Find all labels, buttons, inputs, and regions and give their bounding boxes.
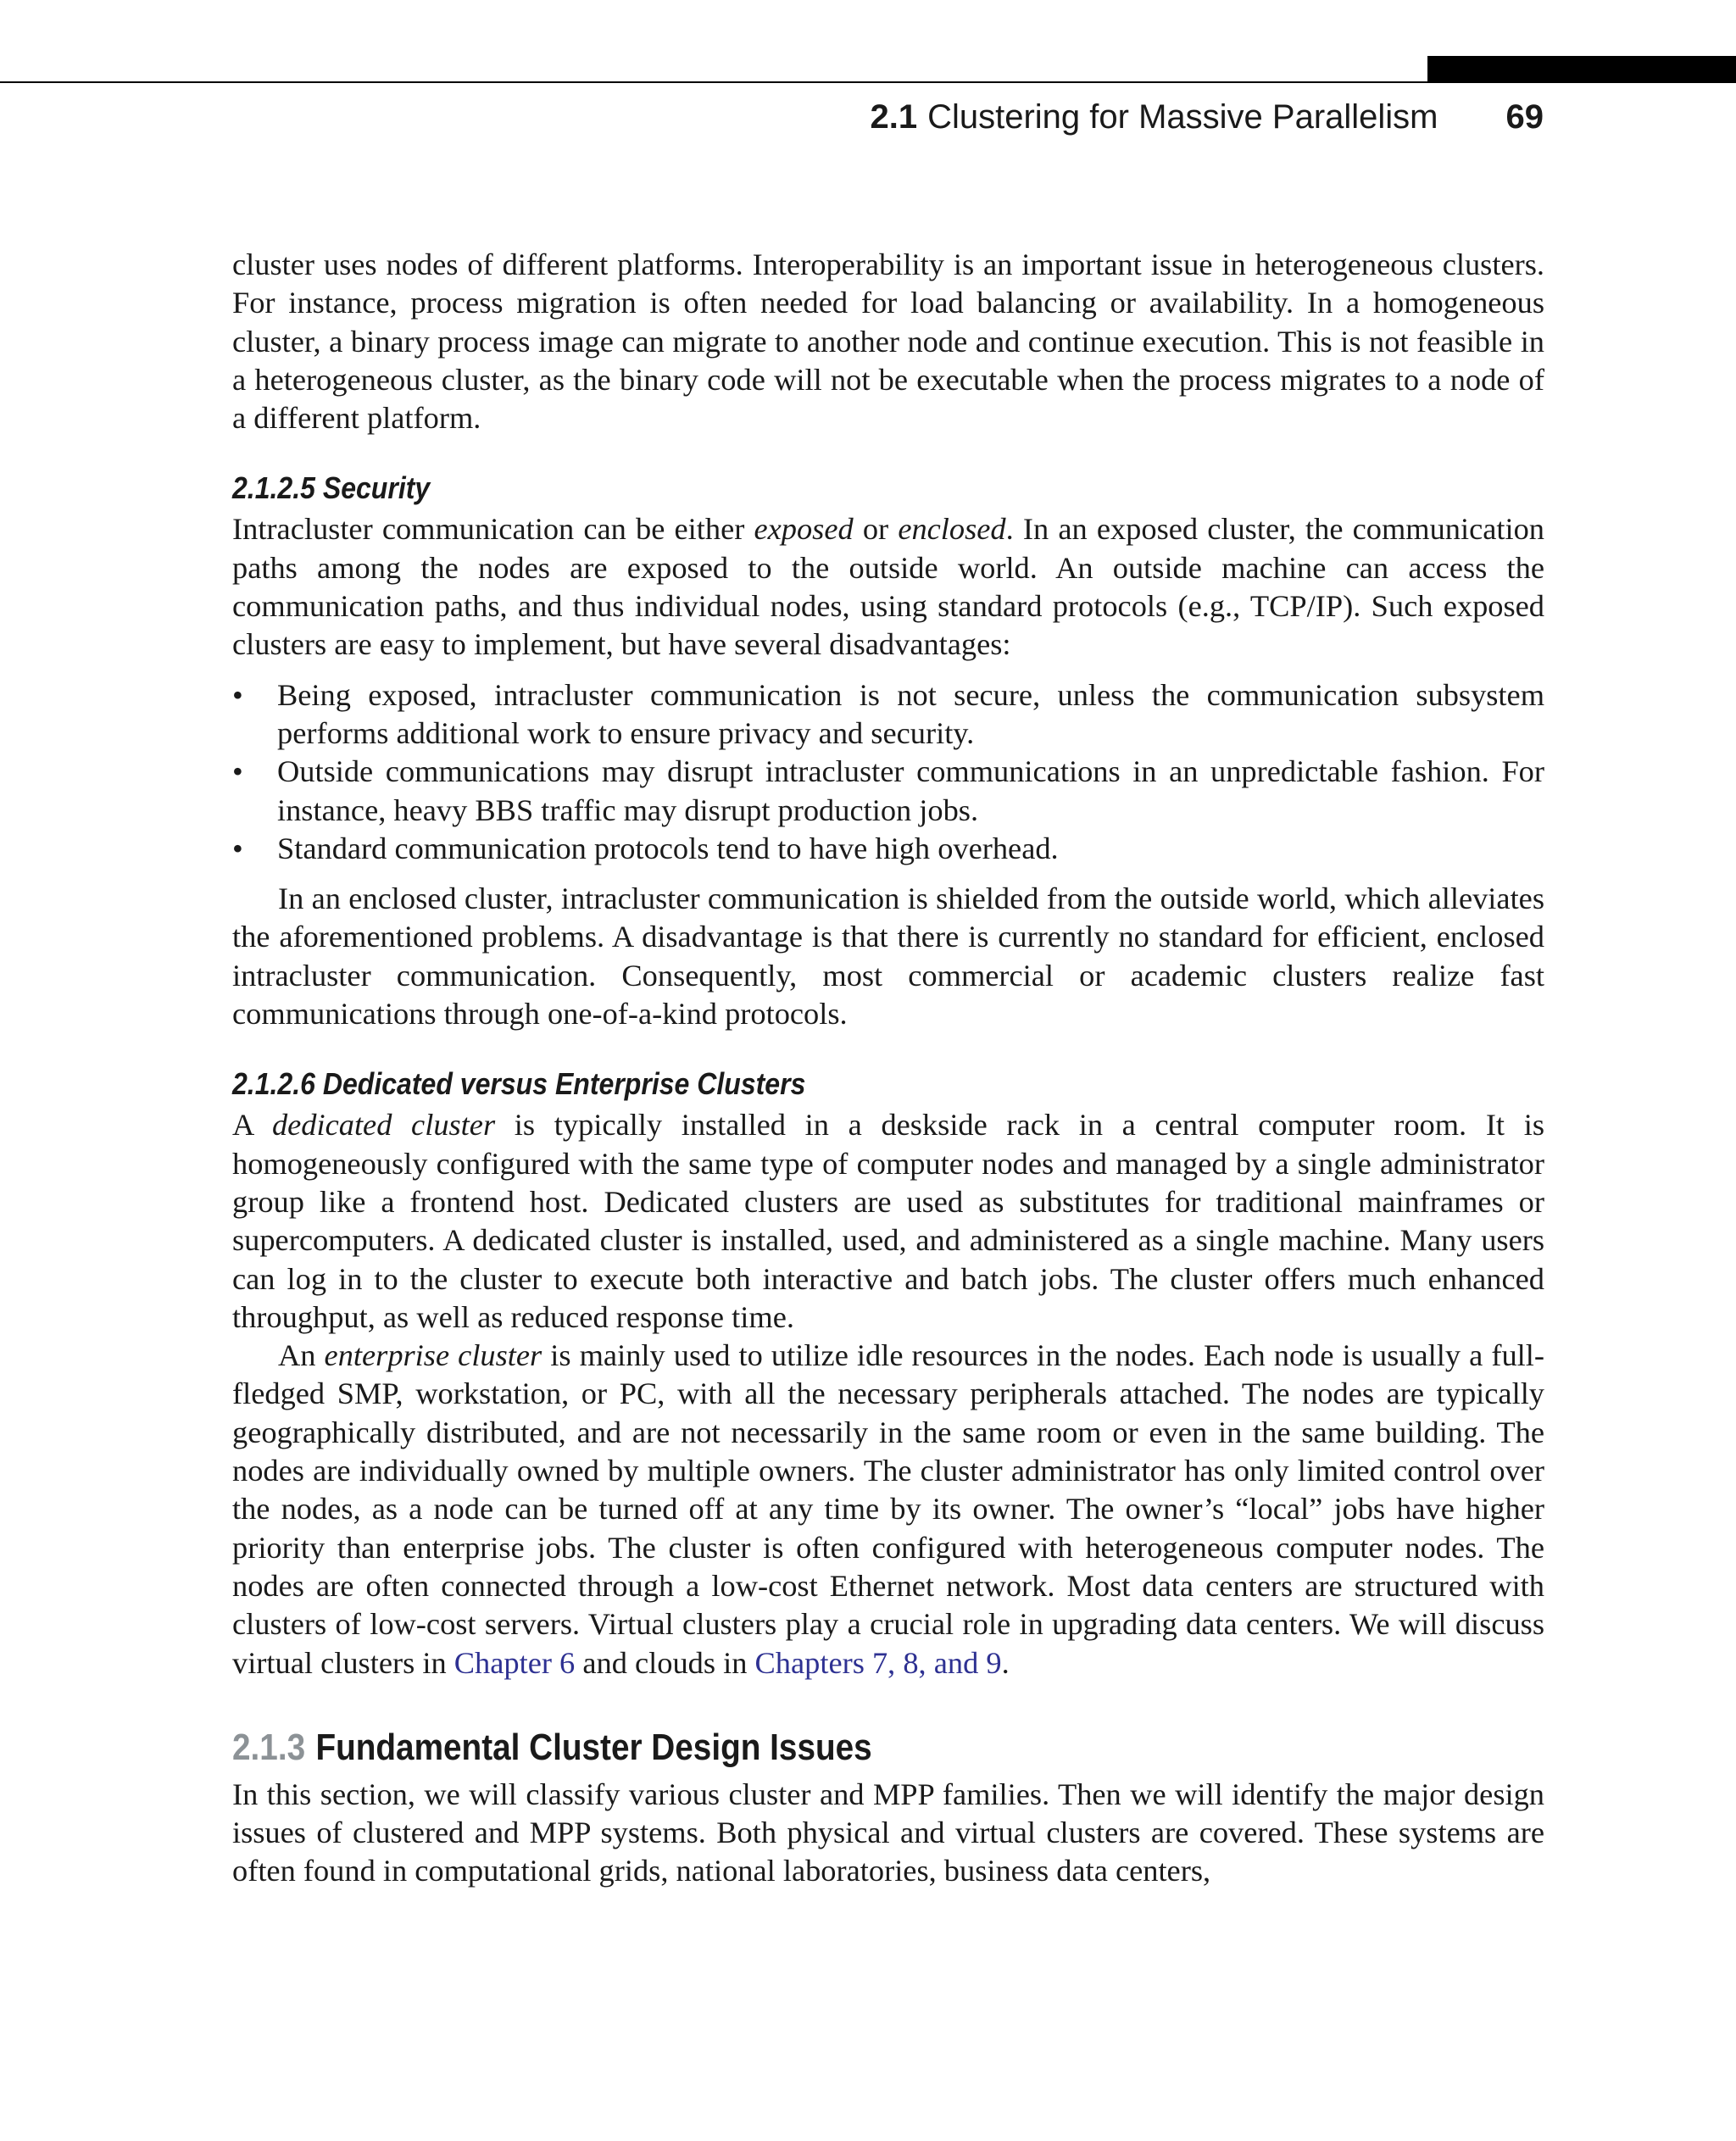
term-dedicated-cluster: dedicated cluster (271, 1108, 496, 1143)
paragraph-security-1: Intracluster communication can be either exposed or enclosed. In an exposed cluster, the communication paths among the nodes are exposed to the outside world. An outside machine can access the communication paths, and thus individual nodes, using standard protocols (e.g., TCP/IP). Such exposed clusters are easy to implement, but have several disadvantages: (232, 512, 1544, 662)
list-item: • Standard communication protocols tend to have high overhead. (232, 830, 1544, 868)
term-enclosed: enclosed (898, 512, 1006, 547)
heading-dedicated-vs-enterprise: 2.1.2.6 Dedicated versus Enterprise Clusters (232, 1066, 806, 1102)
link-chapters-7-8-9[interactable]: Chapters 7, 8, and 9 (754, 1645, 1002, 1680)
heading-fundamental-cluster-design-issues (232, 1720, 1387, 1776)
term-enterprise-cluster: enterprise cluster (324, 1338, 542, 1373)
term-exposed: exposed (754, 512, 854, 547)
link-chapter-6[interactable]: Chapter 6 (453, 1645, 576, 1680)
paragraph-fundamental: In this section, we will classify various cluster and MPP families. Then we will identify the major design issues of clustered and MPP systems. Both physical and virtual clusters are covered. These systems are often found in computational grids, national laboratories, business data centers, (232, 1777, 1544, 1888)
running-head-section-number: 2.1 (870, 98, 918, 136)
list-item: • Outside communications may disrupt intracluster communications in an unpredictable fashion. For instance, heavy BBS traffic may disrupt production jobs. (232, 753, 1544, 830)
header-tab (1427, 56, 1736, 83)
section-number: 2.1.3 (232, 1726, 306, 1768)
disadvantages-list (232, 676, 1544, 868)
page-content (232, 246, 1544, 1891)
paragraph-dedicated-cluster: A dedicated cluster is typically installed in a deskside rack in a central computer room. It is homogeneously configured with the same type of computer nodes and managed by a single administrator group like a frontend host. Dedicated clusters are used as substitutes for traditional mainframes or supercomputers. A dedicated cluster is installed, used, and administered as a single machine. Many users can log in to the cluster to execute both interactive and batch jobs. The cluster offers much enhanced throughput, as well as reduced response time. (232, 1108, 1544, 1334)
running-head (870, 92, 1544, 142)
section-title: Fundamental Cluster Design Issues (315, 1726, 872, 1768)
paragraph-intro: cluster uses nodes of different platforms. Interoperability is an important issue in heterogeneous clusters. For instance, process migration is often needed for load balancing or availability. In a homogeneous cluster, a binary process image can migrate to another node and continue execution. This is not feasible in a heterogeneous cluster, as the binary code will not be executable when the process migrates to a node of a different platform. (232, 247, 1544, 436)
heading-security: 2.1.2.5 Security (232, 470, 431, 506)
page-number: 69 (1505, 98, 1544, 136)
paragraph-security-2: In an enclosed cluster, intracluster communication is shielded from the outside world, which alleviates the aforementioned problems. A disadvantage is that there is currently no standard for efficient, enclosed intracluster communication. Consequently, most commercial or academic clusters realize fast communications through one-of-a-kind protocols. (232, 881, 1544, 1032)
paragraph-enterprise-cluster: An enterprise cluster is mainly used to utilize idle resources in the nodes. Each node is usually a full-fledged SMP, workstation, or PC, with all the necessary peripherals attached. The nodes are typically geographically distributed, and are not necessarily in the same room or even in the same building. The nodes are individually owned by multiple owners. The cluster administrator has only limited control over the nodes, as a node can be turned off at any time by its owner. The owner’s “local” jobs have higher priority than enterprise jobs. The cluster is often configured with heterogeneous computer nodes. The nodes are often connected through a low-cost Ethernet network. Most data centers are structured with clusters of low-cost servers. Virtual clusters play a crucial role in upgrading data centers. We will discuss virtual clusters in Chapter 6 and clouds in Chapters 7, 8, and 9. (232, 1338, 1544, 1680)
list-item: • Being exposed, intracluster communication is not secure, unless the communication subsystem performs additional work to ensure privacy and security. (232, 676, 1544, 754)
running-head-section-title: Clustering for Massive Parallelism (927, 98, 1438, 136)
